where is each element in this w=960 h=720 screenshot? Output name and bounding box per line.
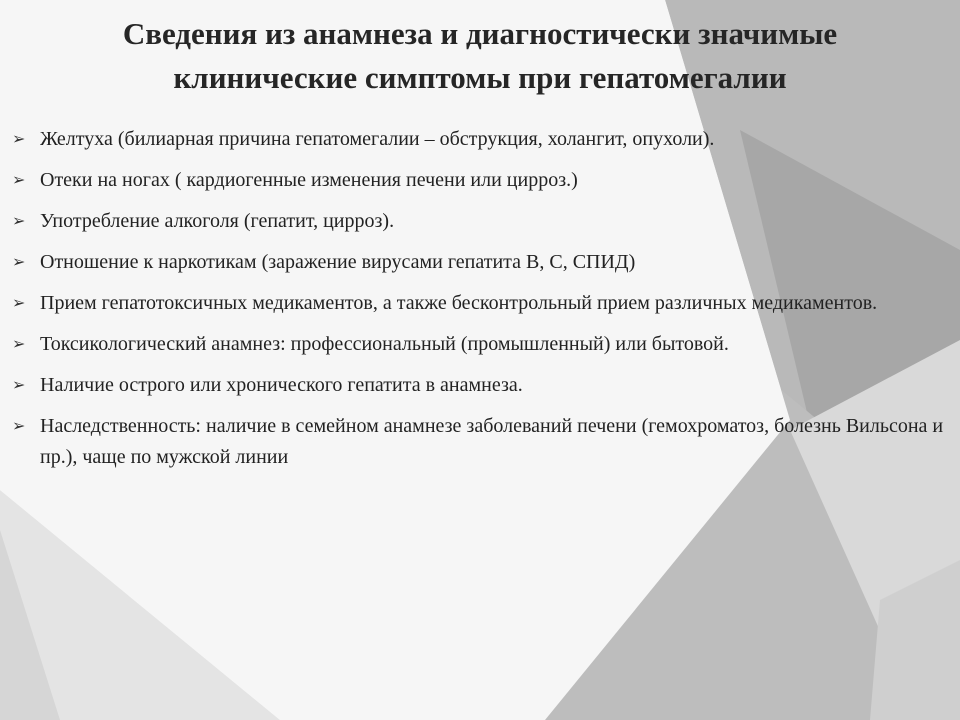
arrow-bullet-icon: ➢: [12, 254, 26, 271]
arrow-bullet-icon: ➢: [12, 213, 26, 230]
bullet-item: [12, 247, 947, 278]
arrow-bullet-icon: ➢: [12, 295, 26, 312]
bullet-text: Прием гепатотоксичных медикаментов, а также бесконтрольный прием различных медикаментов.: [40, 292, 878, 314]
bullet-text: Употребление алкоголя (гепатит, цирроз).: [40, 210, 395, 232]
bullet-item: [12, 124, 947, 155]
arrow-bullet-icon: ➢: [12, 377, 26, 394]
bullet-text: Отеки на ногах ( кардиогенные изменения печени или цирроз.): [40, 169, 578, 191]
bullet-text: Наличие острого или хронического гепатита в анамнеза.: [40, 374, 523, 396]
title-line-1: Сведения из анамнеза и диагностически значимые: [122, 16, 838, 51]
bullet-text: Токсикологический анамнез: профессиональный (промышленный) или бытовой.: [40, 333, 729, 355]
bullet-item: [12, 165, 947, 196]
bullet-item: [12, 288, 947, 319]
title-line-2: клинические симптомы при гепатомегалии: [173, 60, 787, 95]
bullet-item: [12, 329, 947, 360]
bullet-item: [12, 206, 947, 237]
bullet-item: [12, 411, 947, 473]
arrow-bullet-icon: ➢: [12, 336, 26, 353]
bullet-list: [12, 124, 947, 483]
bullet-item: [12, 370, 947, 401]
bullet-text: Отношение к наркотикам (заражение вирусами гепатита В, С, СПИД): [40, 251, 636, 273]
bullet-text: Наследственность: наличие в семейном анамнезе заболеваний печени (гемохроматоз, болезнь Вильсона и пр.), чаще по мужской линии: [40, 415, 944, 468]
bullet-text: Желтуха (билиарная причина гепатомегалии – обструкция, холангит, опухоли).: [40, 128, 715, 150]
arrow-bullet-icon: ➢: [12, 172, 26, 189]
arrow-bullet-icon: ➢: [12, 131, 26, 148]
arrow-bullet-icon: ➢: [12, 418, 26, 435]
slide-title: [30, 12, 930, 100]
